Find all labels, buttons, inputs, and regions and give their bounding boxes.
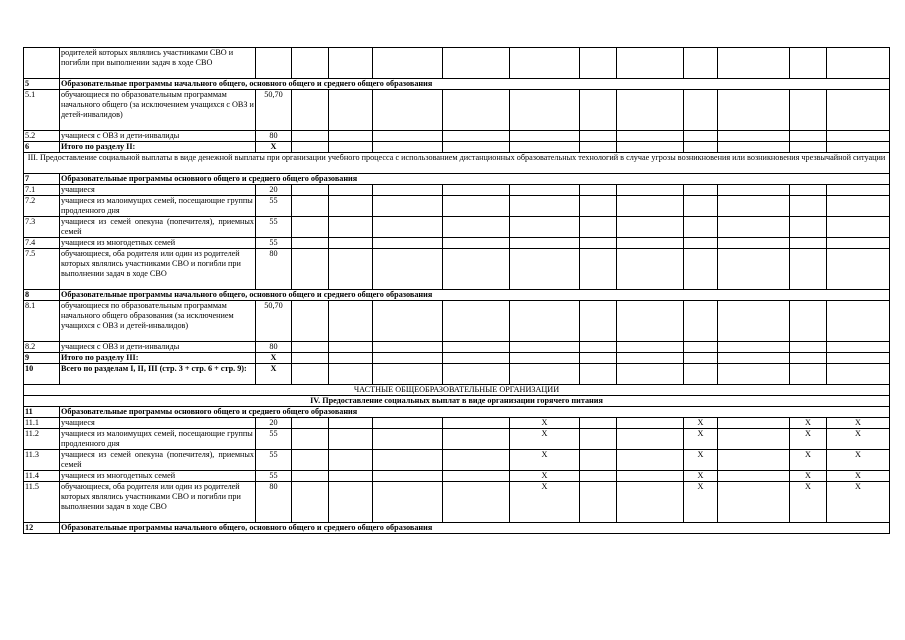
empty-cell <box>617 301 684 342</box>
empty-cell <box>292 450 329 471</box>
empty-cell <box>329 353 373 364</box>
empty-cell <box>718 471 790 482</box>
row-number: 6 <box>24 142 60 153</box>
empty-cell <box>373 482 443 523</box>
empty-cell <box>617 471 684 482</box>
empty-cell <box>718 131 790 142</box>
empty-cell <box>617 142 684 153</box>
rate-value: 50,70 <box>256 90 292 131</box>
empty-cell <box>292 353 329 364</box>
empty-cell <box>580 48 617 79</box>
row-label: Всего по разделам I, II, III (стр. 3 + стр. 6 + стр. 9): <box>60 364 256 385</box>
rate-value: 80 <box>256 131 292 142</box>
empty-cell <box>373 217 443 238</box>
table-row <box>24 385 890 396</box>
rate-value: 80 <box>256 482 292 523</box>
empty-cell <box>329 429 373 450</box>
mark-cell: X <box>684 429 718 450</box>
empty-cell <box>617 482 684 523</box>
row-number: 7.2 <box>24 196 60 217</box>
group-heading: Образовательные программы начального общего, основного общего и среднего общего образования <box>60 79 890 90</box>
row-label: учащиеся с ОВЗ и дети-инвалиды <box>60 131 256 142</box>
empty-cell <box>617 342 684 353</box>
row-label: учащиеся из многодетных семей <box>60 238 256 249</box>
table-row <box>24 353 890 364</box>
empty-cell <box>827 217 890 238</box>
empty-cell <box>443 418 510 429</box>
empty-cell <box>580 429 617 450</box>
table-row <box>24 418 890 429</box>
table-row <box>24 185 890 196</box>
empty-cell <box>790 131 827 142</box>
table-row <box>24 301 890 342</box>
row-number: 11 <box>24 407 60 418</box>
empty-cell <box>329 450 373 471</box>
empty-cell <box>373 342 443 353</box>
section-title: ЧАСТНЫЕ ОБЩЕОБРАЗОВАТЕЛЬНЫЕ ОРГАНИЗАЦИИ <box>24 385 890 396</box>
table-row <box>24 482 890 523</box>
empty-cell <box>443 90 510 131</box>
empty-cell <box>684 301 718 342</box>
empty-cell <box>827 131 890 142</box>
mark-cell: X <box>827 482 890 523</box>
empty-cell <box>790 90 827 131</box>
group-heading: Образовательные программы начального общего, основного общего и среднего общего образования <box>60 290 890 301</box>
empty-cell <box>580 418 617 429</box>
row-number: 7.1 <box>24 185 60 196</box>
row-number: 11.1 <box>24 418 60 429</box>
empty-cell <box>684 196 718 217</box>
empty-cell <box>373 301 443 342</box>
row-number: 8.2 <box>24 342 60 353</box>
empty-cell <box>580 471 617 482</box>
empty-cell <box>510 48 580 79</box>
empty-cell <box>580 482 617 523</box>
table-row <box>24 249 890 290</box>
mark-cell: X <box>827 418 890 429</box>
empty-cell <box>827 364 890 385</box>
rate-value: X <box>256 142 292 153</box>
empty-cell <box>292 185 329 196</box>
empty-cell <box>718 249 790 290</box>
empty-cell <box>373 131 443 142</box>
table-body <box>24 48 890 534</box>
empty-cell <box>827 353 890 364</box>
row-number: 11.4 <box>24 471 60 482</box>
rate-value: 55 <box>256 450 292 471</box>
empty-cell <box>790 353 827 364</box>
row-number: 7.5 <box>24 249 60 290</box>
empty-cell <box>718 364 790 385</box>
empty-cell <box>718 482 790 523</box>
empty-cell <box>329 48 373 79</box>
row-number: 7.4 <box>24 238 60 249</box>
table-row <box>24 48 890 79</box>
empty-cell <box>790 249 827 290</box>
empty-cell <box>827 185 890 196</box>
empty-cell <box>510 90 580 131</box>
empty-cell <box>580 131 617 142</box>
table-row <box>24 523 890 534</box>
empty-cell <box>329 364 373 385</box>
empty-cell <box>373 429 443 450</box>
empty-cell <box>443 238 510 249</box>
table-row <box>24 396 890 407</box>
row-label: учащиеся из многодетных семей <box>60 471 256 482</box>
empty-cell <box>443 217 510 238</box>
empty-cell <box>684 90 718 131</box>
row-label: учащиеся из семей опекуна (попечителя), приемных семей <box>61 450 254 469</box>
empty-cell <box>329 217 373 238</box>
row-number: 11.5 <box>24 482 60 523</box>
mark-cell: X <box>510 429 580 450</box>
empty-cell <box>790 48 827 79</box>
empty-cell <box>617 418 684 429</box>
empty-cell <box>617 353 684 364</box>
row-label: учащиеся <box>60 185 256 196</box>
rate-value: X <box>256 364 292 385</box>
empty-cell <box>510 249 580 290</box>
empty-cell <box>617 249 684 290</box>
rate-value: 20 <box>256 418 292 429</box>
empty-cell <box>373 364 443 385</box>
empty-cell <box>718 217 790 238</box>
empty-cell <box>373 471 443 482</box>
empty-cell <box>329 131 373 142</box>
empty-cell <box>617 364 684 385</box>
group-heading: Образовательные программы начального общего, основного общего и среднего общего образования <box>60 523 890 534</box>
row-label: обучающиеся по образовательным программам начального общего образования (за исключением учащихся с ОВЗ и детей-инвалидов) <box>60 301 256 342</box>
row-label: Итого по разделу III: <box>60 353 256 364</box>
empty-cell <box>617 131 684 142</box>
empty-cell <box>329 342 373 353</box>
empty-cell <box>510 301 580 342</box>
empty-cell <box>443 196 510 217</box>
row-label: обучающиеся, оба родителя или один из родителей которых являлись участниками СВО и погибли при выполнении задач в ходе СВО <box>60 482 256 523</box>
empty-cell <box>580 353 617 364</box>
empty-cell <box>373 185 443 196</box>
rate-value: 80 <box>256 249 292 290</box>
mark-cell: X <box>510 418 580 429</box>
section-title: III. Предоставление социальной выплаты в виде денежной выплаты при организации учебного процесса с использованием дистанционных образовательных технологий в случае угрозы возникновения или возникновения чрезвычайной ситуации <box>24 153 890 174</box>
empty-cell <box>329 238 373 249</box>
empty-cell <box>580 364 617 385</box>
empty-cell <box>684 364 718 385</box>
empty-cell <box>292 249 329 290</box>
empty-cell <box>510 353 580 364</box>
empty-cell <box>684 142 718 153</box>
empty-cell <box>510 196 580 217</box>
empty-cell <box>510 217 580 238</box>
empty-cell <box>617 450 684 471</box>
empty-cell <box>718 90 790 131</box>
empty-cell <box>292 238 329 249</box>
row-label: учащиеся из малоимущих семей, посещающие группы продленного дня <box>60 196 256 217</box>
empty-cell <box>580 90 617 131</box>
empty-cell <box>292 482 329 523</box>
empty-cell <box>443 450 510 471</box>
empty-cell <box>580 196 617 217</box>
empty-cell <box>329 90 373 131</box>
empty-cell <box>329 418 373 429</box>
table-row <box>24 90 890 131</box>
rate-value: 80 <box>256 342 292 353</box>
row-label: родителей которых являлись участниками СВО и погибли при выполнении задач в ходе СВО <box>60 48 256 79</box>
row-label: учащиеся из семей опекуна (попечителя), приемных семей <box>61 217 254 236</box>
row-number: 8.1 <box>24 301 60 342</box>
empty-cell <box>684 353 718 364</box>
data-table <box>23 47 890 534</box>
mark-cell: X <box>510 471 580 482</box>
rate-value: 55 <box>256 471 292 482</box>
row-number: 5.2 <box>24 131 60 142</box>
empty-cell <box>292 301 329 342</box>
row-number: 5.1 <box>24 90 60 131</box>
empty-cell <box>373 90 443 131</box>
table-row <box>24 196 890 217</box>
empty-cell <box>827 142 890 153</box>
empty-cell <box>580 249 617 290</box>
table-row <box>24 131 890 142</box>
empty-cell <box>510 142 580 153</box>
empty-cell <box>580 450 617 471</box>
rate-value: 20 <box>256 185 292 196</box>
empty-cell <box>718 450 790 471</box>
table-row <box>24 471 890 482</box>
empty-cell <box>510 185 580 196</box>
mark-cell: X <box>510 450 580 471</box>
empty-cell <box>827 301 890 342</box>
empty-cell <box>617 48 684 79</box>
empty-cell <box>718 238 790 249</box>
empty-cell <box>790 238 827 249</box>
table-row <box>24 342 890 353</box>
empty-cell <box>827 342 890 353</box>
empty-cell <box>617 185 684 196</box>
empty-cell <box>790 217 827 238</box>
empty-cell <box>790 142 827 153</box>
empty-cell <box>684 217 718 238</box>
group-heading: Образовательные программы основного общего и среднего общего образования <box>60 407 890 418</box>
empty-cell <box>373 353 443 364</box>
row-label: учащиеся <box>60 418 256 429</box>
empty-cell <box>580 238 617 249</box>
empty-cell <box>617 196 684 217</box>
table-row <box>24 142 890 153</box>
empty-cell <box>443 364 510 385</box>
empty-cell <box>329 471 373 482</box>
mark-cell: X <box>684 450 718 471</box>
table-row <box>24 238 890 249</box>
empty-cell <box>292 196 329 217</box>
row-number: 8 <box>24 290 60 301</box>
rate-value: 55 <box>256 196 292 217</box>
empty-cell <box>684 185 718 196</box>
empty-cell <box>292 429 329 450</box>
row-number: 10 <box>24 364 60 385</box>
empty-cell <box>443 353 510 364</box>
empty-cell <box>718 142 790 153</box>
empty-cell <box>373 238 443 249</box>
empty-cell <box>718 429 790 450</box>
empty-cell <box>292 131 329 142</box>
rate-value: 50,70 <box>256 301 292 342</box>
empty-cell <box>443 131 510 142</box>
empty-cell <box>443 185 510 196</box>
empty-cell <box>443 429 510 450</box>
empty-cell <box>790 301 827 342</box>
empty-cell <box>718 301 790 342</box>
row-label: учащиеся из малоимущих семей, посещающие группы продленного дня <box>60 429 256 450</box>
empty-cell <box>684 238 718 249</box>
empty-cell <box>373 249 443 290</box>
empty-cell <box>510 342 580 353</box>
empty-cell <box>443 482 510 523</box>
row-label: Итого по разделу II: <box>60 142 256 153</box>
table-row <box>24 450 890 471</box>
rate-value: X <box>256 353 292 364</box>
mark-cell: X <box>827 429 890 450</box>
table-row <box>24 79 890 90</box>
table-row <box>24 407 890 418</box>
empty-cell <box>256 48 292 79</box>
empty-cell <box>580 342 617 353</box>
empty-cell <box>443 142 510 153</box>
empty-cell <box>292 217 329 238</box>
empty-cell <box>718 196 790 217</box>
mark-cell: X <box>790 471 827 482</box>
empty-cell <box>292 90 329 131</box>
rate-value: 55 <box>256 238 292 249</box>
empty-cell <box>510 131 580 142</box>
empty-cell <box>373 48 443 79</box>
empty-cell <box>510 364 580 385</box>
empty-cell <box>292 471 329 482</box>
empty-cell <box>790 364 827 385</box>
empty-cell <box>617 217 684 238</box>
empty-cell <box>373 196 443 217</box>
mark-cell: X <box>684 482 718 523</box>
empty-cell <box>580 217 617 238</box>
empty-cell <box>684 48 718 79</box>
mark-cell: X <box>827 450 890 471</box>
empty-cell <box>580 185 617 196</box>
table-row <box>24 364 890 385</box>
section-title: IV. Предоставление социальных выплат в виде организации горячего питания <box>24 396 890 407</box>
empty-cell <box>684 249 718 290</box>
row-number: 5 <box>24 79 60 90</box>
empty-cell <box>827 249 890 290</box>
empty-cell <box>292 342 329 353</box>
empty-cell <box>580 301 617 342</box>
empty-cell <box>329 142 373 153</box>
empty-cell <box>827 196 890 217</box>
empty-cell <box>292 364 329 385</box>
empty-cell <box>718 418 790 429</box>
row-number <box>24 48 60 79</box>
row-label: обучающиеся по образовательным программам начального общего (за исключением учащихся с ОВЗ и детей-инвалидов) <box>60 90 256 131</box>
rate-value: 55 <box>256 429 292 450</box>
row-number: 7 <box>24 174 60 185</box>
row-label: учащиеся с ОВЗ и дети-инвалиды <box>60 342 256 353</box>
table-row <box>24 429 890 450</box>
empty-cell <box>617 429 684 450</box>
empty-cell <box>329 482 373 523</box>
row-number: 11.3 <box>24 450 60 471</box>
row-number: 11.2 <box>24 429 60 450</box>
empty-cell <box>443 471 510 482</box>
mark-cell: X <box>790 429 827 450</box>
empty-cell <box>617 90 684 131</box>
empty-cell <box>443 249 510 290</box>
empty-cell <box>684 131 718 142</box>
empty-cell <box>329 301 373 342</box>
empty-cell <box>510 238 580 249</box>
empty-cell <box>580 142 617 153</box>
empty-cell <box>790 196 827 217</box>
empty-cell <box>329 196 373 217</box>
row-label: обучающиеся, оба родителя или один из родителей которых являлись участниками СВО и погибли при выполнении задач в ходе СВО <box>60 249 256 290</box>
mark-cell: X <box>684 418 718 429</box>
empty-cell <box>827 48 890 79</box>
empty-cell <box>718 185 790 196</box>
empty-cell <box>790 342 827 353</box>
table-row <box>24 290 890 301</box>
empty-cell <box>827 238 890 249</box>
row-number: 9 <box>24 353 60 364</box>
row-number: 12 <box>24 523 60 534</box>
empty-cell <box>718 48 790 79</box>
empty-cell <box>292 418 329 429</box>
table-row <box>24 174 890 185</box>
table-row <box>24 153 890 174</box>
mark-cell: X <box>790 482 827 523</box>
row-number: 7.3 <box>24 217 60 238</box>
rate-value: 55 <box>256 217 292 238</box>
empty-cell <box>827 90 890 131</box>
empty-cell <box>292 142 329 153</box>
empty-cell <box>329 249 373 290</box>
empty-cell <box>443 342 510 353</box>
empty-cell <box>373 418 443 429</box>
mark-cell: X <box>510 482 580 523</box>
table-row <box>24 217 890 238</box>
empty-cell <box>292 48 329 79</box>
empty-cell <box>443 301 510 342</box>
empty-cell <box>617 238 684 249</box>
empty-cell <box>718 342 790 353</box>
empty-cell <box>373 450 443 471</box>
mark-cell: X <box>790 418 827 429</box>
empty-cell <box>718 353 790 364</box>
mark-cell: X <box>790 450 827 471</box>
mark-cell: X <box>827 471 890 482</box>
empty-cell <box>684 342 718 353</box>
empty-cell <box>443 48 510 79</box>
group-heading: Образовательные программы основного общего и среднего общего образования <box>60 174 890 185</box>
empty-cell <box>373 142 443 153</box>
empty-cell <box>329 185 373 196</box>
empty-cell <box>790 185 827 196</box>
mark-cell: X <box>684 471 718 482</box>
